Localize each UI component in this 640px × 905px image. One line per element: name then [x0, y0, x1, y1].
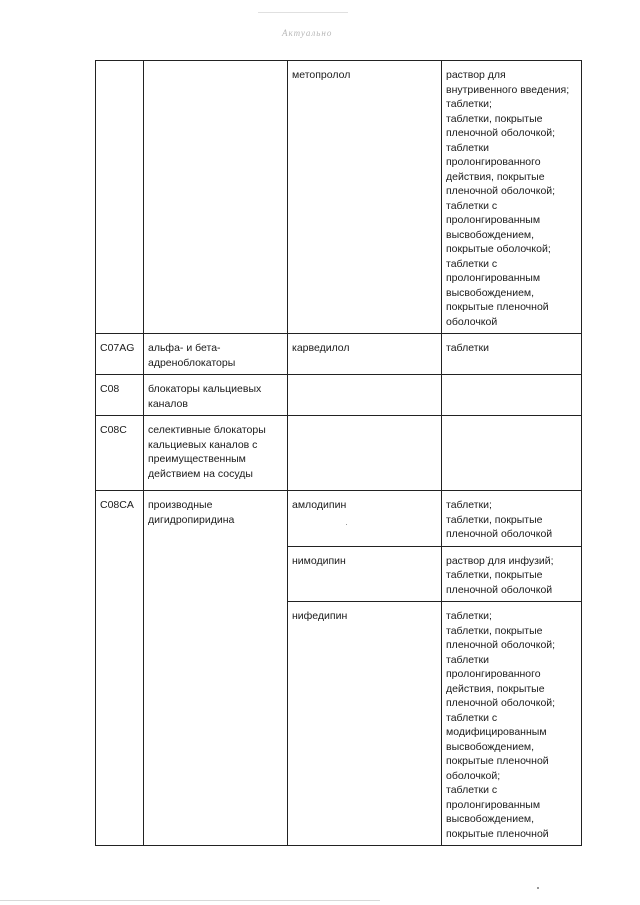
group-cell: производные дигидропиридина	[144, 491, 288, 846]
table-row	[96, 416, 582, 491]
atc-code-cell: C08CA	[96, 491, 144, 846]
group-cell	[144, 61, 288, 334]
dosage-form-cell: таблетки; таблетки, покрытые пленочной оболочкой	[442, 491, 582, 547]
table-row	[96, 334, 582, 375]
dosage-form-cell: таблетки	[442, 334, 582, 375]
table-row	[96, 61, 582, 334]
drug-name-cell: нифедипин	[288, 602, 442, 846]
atc-code-cell: C08C	[96, 416, 144, 491]
scan-stamp-mark: Актуально	[282, 28, 333, 38]
atc-code-cell	[96, 61, 144, 334]
scan-artifact-line	[258, 12, 348, 13]
scan-speck	[537, 887, 539, 889]
group-cell: селективные блокаторы кальциевых каналов с преимущественным действием на сосуды	[144, 416, 288, 491]
drug-name-cell	[288, 375, 442, 416]
drug-name-cell: метопролол	[288, 61, 442, 334]
table-row	[96, 375, 582, 416]
dosage-form-cell: таблетки; таблетки, покрытые пленочной оболочкой; таблетки пролонгированного действия, покрытые пленочной оболочкой; таблетки с модифицированным высвобождением, покрытые пленочной оболочкой; таблетки с пролонгированным высвобождением, покрытые пленочной	[442, 602, 582, 846]
drug-name-cell: карведилол	[288, 334, 442, 375]
drug-name-cell: нимодипин	[288, 546, 442, 602]
drug-name-cell: амлодипин	[288, 491, 442, 547]
atc-code-cell: C07AG	[96, 334, 144, 375]
group-cell: альфа- и бета- адреноблокаторы	[144, 334, 288, 375]
group-cell: блокаторы кальциевых каналов	[144, 375, 288, 416]
dosage-form-cell: раствор для внутривенного введения; таблетки; таблетки, покрытые пленочной оболочкой; таблетки пролонгированного действия, покрытые пленочной оболочкой; таблетки с пролонгированным высвобождением, покрытые оболочкой; таблетки с пролонгированным высвобождением, покрытые пленочной оболочкой	[442, 61, 582, 334]
dosage-form-cell: раствор для инфузий; таблетки, покрытые пленочной оболочкой	[442, 546, 582, 602]
dosage-form-cell	[442, 375, 582, 416]
atc-code-cell: C08	[96, 375, 144, 416]
dosage-form-cell	[442, 416, 582, 491]
scan-speck	[346, 524, 347, 525]
table-row	[96, 491, 582, 547]
drug-name-cell	[288, 416, 442, 491]
scan-artifact-line	[0, 900, 380, 901]
drug-table	[95, 60, 582, 846]
